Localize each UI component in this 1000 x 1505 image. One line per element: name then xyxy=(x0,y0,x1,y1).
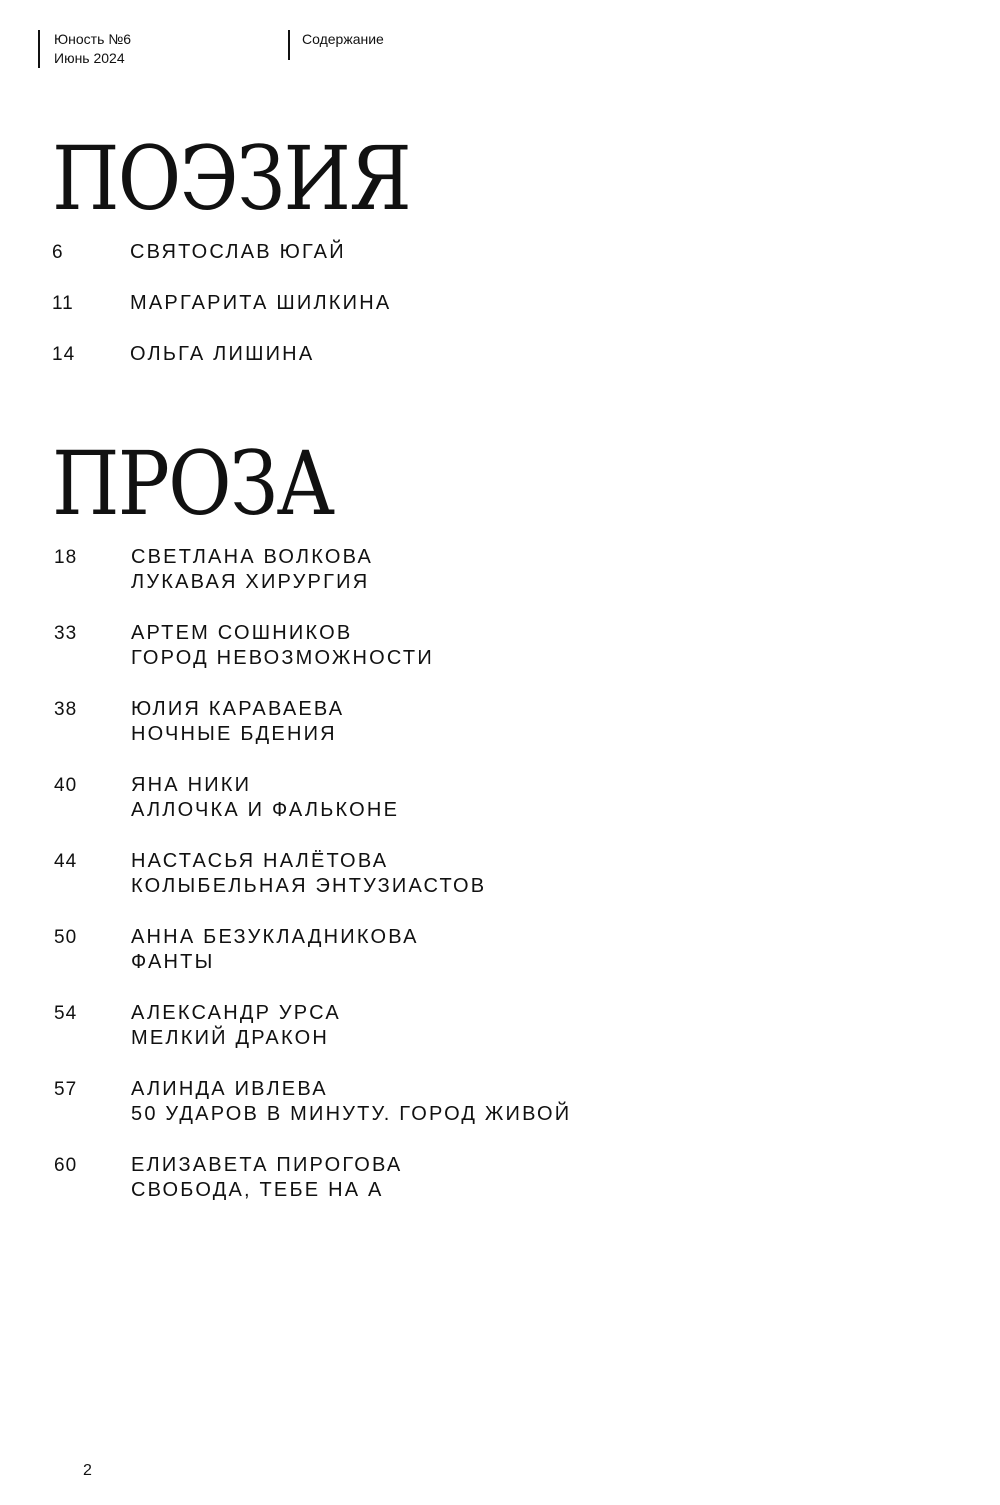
toc-text xyxy=(131,1153,402,1203)
toc-page-number: 54 xyxy=(54,1003,78,1024)
toc-work-title: ГОРОД НЕВОЗМОЖНОСТИ xyxy=(131,647,434,669)
toc-author: АННА БЕЗУКЛАДНИКОВА xyxy=(131,926,419,948)
toc-author: АЛИНДА ИВЛЕВА xyxy=(131,1078,328,1100)
toc-page-number: 57 xyxy=(54,1079,78,1100)
poetry-section-title: ПОЭЗИЯ xyxy=(52,127,411,230)
toc-work-title: СВОБОДА, ТЕБЕ НА А xyxy=(131,1179,384,1201)
toc-work-title: АЛЛОЧКА И ФАЛЬКОНЕ xyxy=(131,799,400,821)
toc-text xyxy=(131,621,434,671)
toc-author: АРТЕМ СОШНИКОВ xyxy=(131,622,353,644)
toc-text xyxy=(131,1001,341,1051)
issue-date: Июнь 2024 xyxy=(54,50,125,66)
toc-work-title: ФАНТЫ xyxy=(131,951,215,973)
toc-work-title: МЕЛКИЙ ДРАКОН xyxy=(131,1027,329,1049)
toc-author: ЕЛИЗАВЕТА ПИРОГОВА xyxy=(131,1154,403,1176)
toc-author: МАРГАРИТА ШИЛКИНА xyxy=(130,292,392,314)
toc-text xyxy=(131,1077,571,1127)
toc-page-number: 14 xyxy=(52,344,76,365)
toc-work-title: 50 УДАРОВ В МИНУТУ. ГОРОД ЖИВОЙ xyxy=(131,1103,572,1125)
toc-text xyxy=(130,240,346,265)
toc-work-title: КОЛЫБЕЛЬНАЯ ЭНТУЗИАСТОВ xyxy=(131,875,487,897)
page-number: 2 xyxy=(83,1462,92,1479)
header-section xyxy=(288,30,384,60)
toc-text xyxy=(130,291,391,316)
header-magazine-info xyxy=(38,30,131,68)
toc-page-number: 11 xyxy=(52,293,74,314)
toc-page-number: 38 xyxy=(54,699,78,720)
toc-work-title: ЛУКАВАЯ ХИРУРГИЯ xyxy=(131,571,370,593)
toc-text xyxy=(131,545,373,595)
toc-page-number: 33 xyxy=(54,623,78,644)
toc-work-title: НОЧНЫЕ БДЕНИЯ xyxy=(131,723,337,745)
toc-text xyxy=(131,925,419,975)
toc-page-number: 50 xyxy=(54,927,78,948)
toc-author: НАСТАСЬЯ НАЛЁТОВА xyxy=(131,850,389,872)
toc-author: ЯНА НИКИ xyxy=(131,774,252,796)
toc-text xyxy=(131,773,399,823)
toc-page-number: 40 xyxy=(54,775,78,796)
toc-page-number: 6 xyxy=(52,242,64,263)
toc-page-number: 60 xyxy=(54,1155,78,1176)
toc-text xyxy=(131,849,486,899)
toc-author: ЮЛИЯ КАРАВАЕВА xyxy=(131,698,345,720)
toc-author: АЛЕКСАНДР УРСА xyxy=(131,1002,341,1024)
prose-section-title: ПРОЗА xyxy=(52,432,334,535)
section-name: Содержание xyxy=(302,31,384,47)
toc-text xyxy=(131,697,344,747)
toc-page-number: 44 xyxy=(54,851,78,872)
toc-text xyxy=(130,342,314,367)
toc-author: СВЕТЛАНА ВОЛКОВА xyxy=(131,546,374,568)
toc-page-number: 18 xyxy=(54,547,78,568)
toc-author: СВЯТОСЛАВ ЮГАЙ xyxy=(130,241,346,263)
toc-author: ОЛЬГА ЛИШИНА xyxy=(130,343,315,365)
magazine-title: Юность №6 xyxy=(54,31,132,47)
